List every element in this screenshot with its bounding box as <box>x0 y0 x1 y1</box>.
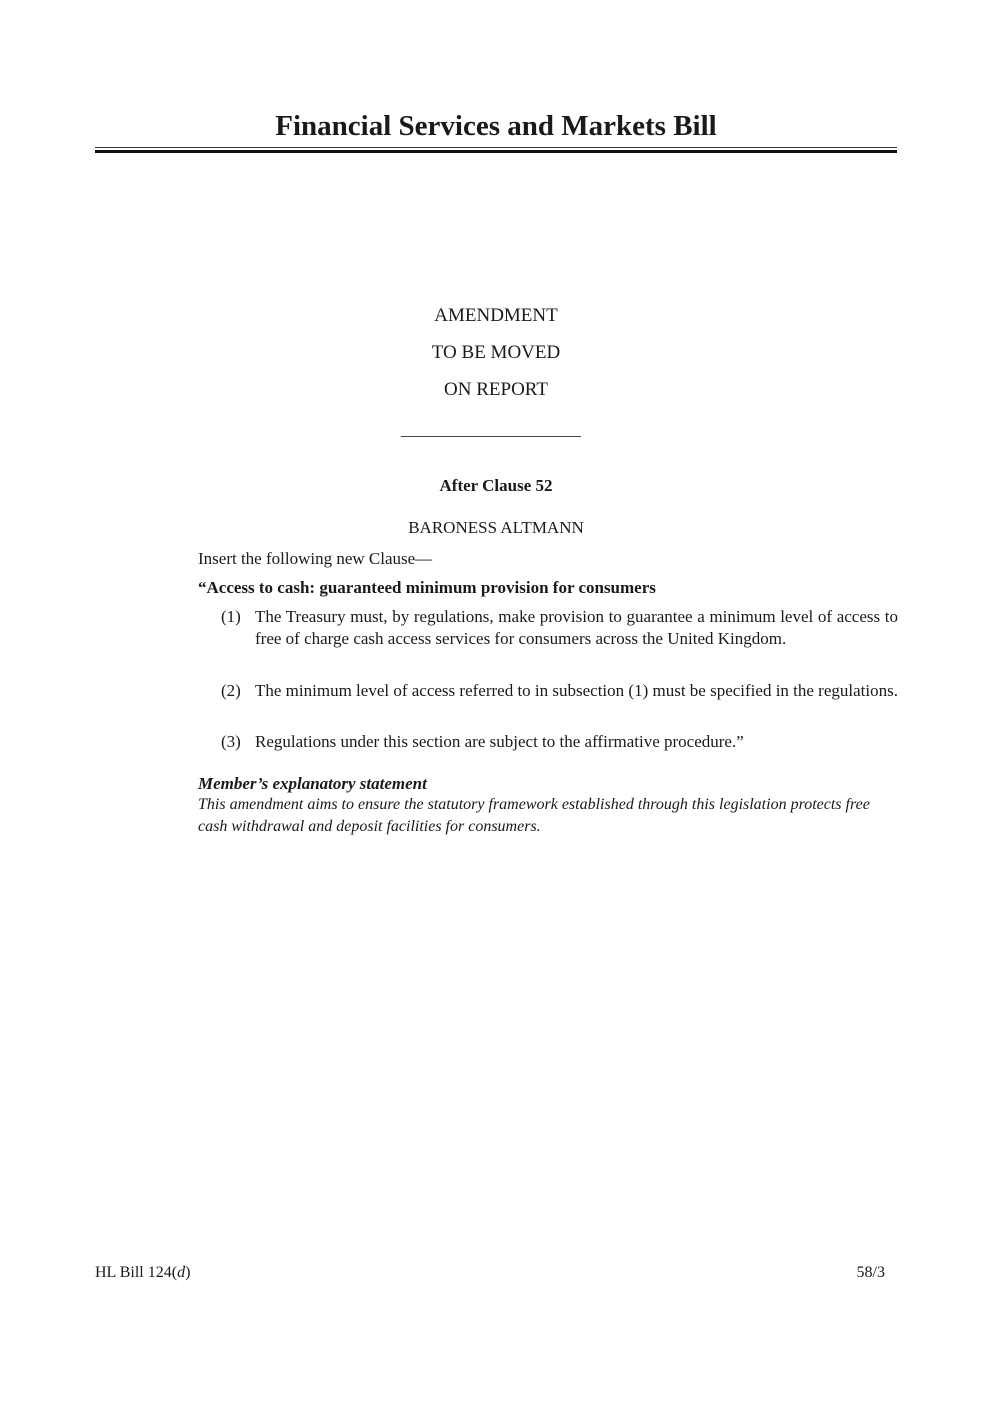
document-title: Financial Services and Markets Bill <box>275 110 717 142</box>
subsection-3 <box>221 731 898 753</box>
section-divider <box>401 436 581 437</box>
subsection-1 <box>221 606 898 650</box>
subsection-text: Regulations under this section are subject to the affirmative procedure.” <box>255 732 744 751</box>
title-rule-thin <box>95 147 897 148</box>
explanatory-statement-text: This amendment aims to ensure the statutory framework established through this legislation protects free cash withdrawal and deposit facilities for consumers. <box>198 796 870 835</box>
subsection-2 <box>221 680 898 702</box>
report-label: ON REPORT <box>444 379 548 400</box>
instruction-text: Insert the following new Clause— <box>198 549 433 568</box>
moved-label: TO BE MOVED <box>431 342 561 363</box>
bill-reference <box>95 1264 190 1282</box>
subsection-text: The Treasury must, by regulations, make provision to guarantee a minimum level of access to free of charge cash access services for consumers across the United Kingdom. <box>255 607 898 648</box>
explanatory-statement-heading: Member’s explanatory statement <box>198 774 427 793</box>
clause-heading: “Access to cash: guaranteed minimum provision for consumers <box>198 578 656 597</box>
bill-ref-prefix: HL Bill 124( <box>95 1264 178 1281</box>
bill-ref-suffix: ) <box>185 1264 191 1281</box>
subsection-number: (1) <box>221 607 241 626</box>
bill-ref-letter: d <box>177 1264 186 1281</box>
subsection-number: (2) <box>221 681 241 700</box>
subsection-text: The minimum level of access referred to in subsection (1) must be specified in the regulations. <box>255 681 898 700</box>
member-name: BARONESS ALTMANN <box>408 518 584 537</box>
amendment-label: AMENDMENT <box>434 305 558 326</box>
title-rule-thick <box>95 150 897 153</box>
page-reference: 58/3 <box>856 1264 885 1281</box>
subsection-number: (3) <box>221 732 241 751</box>
clause-position: After Clause 52 <box>439 476 553 495</box>
